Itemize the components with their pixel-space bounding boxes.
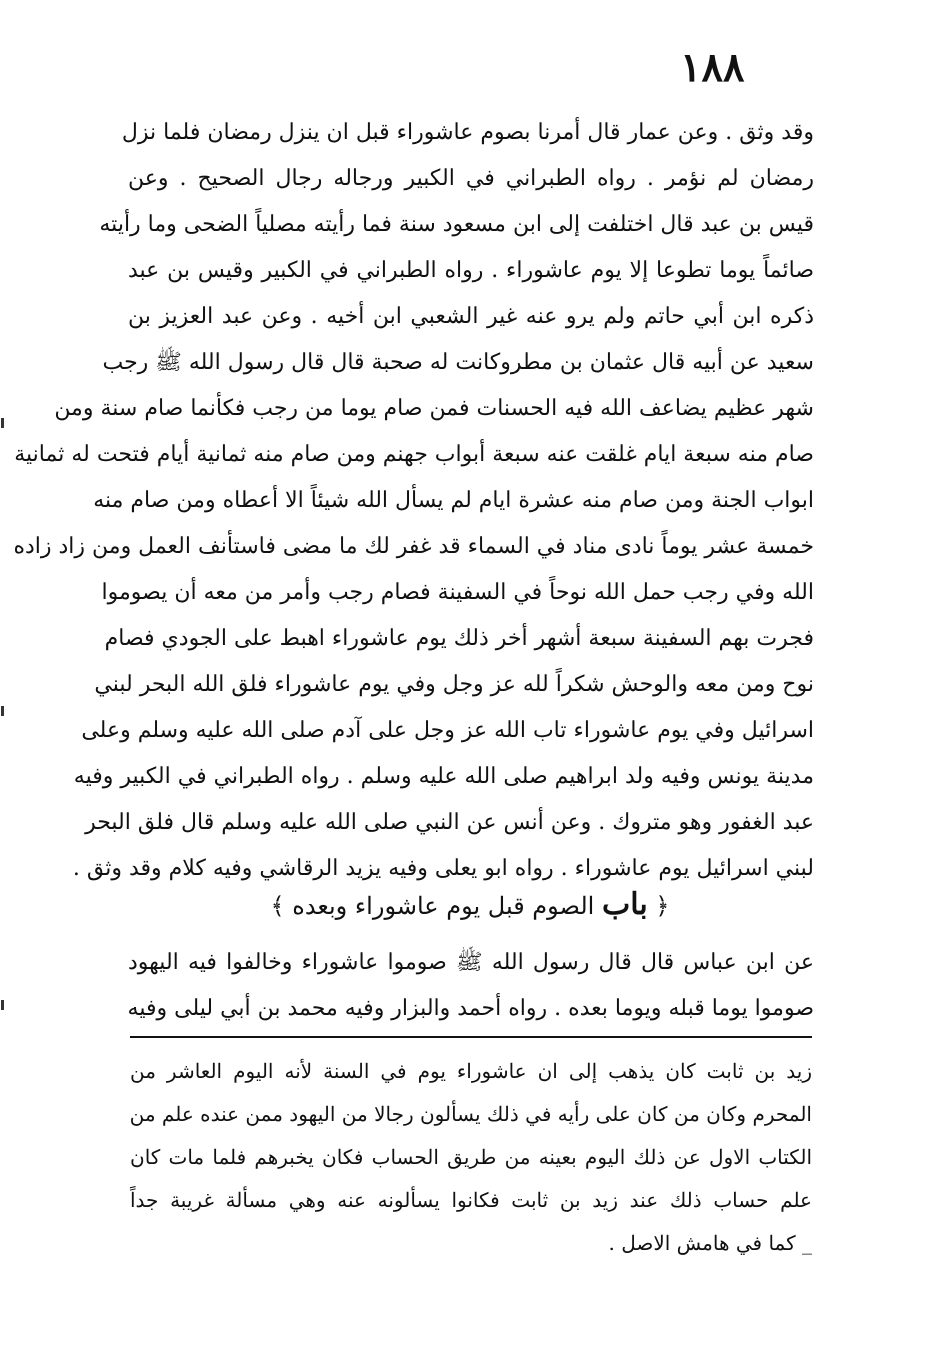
text-line: شهر عظيم يضاعف الله فيه الحسنات فمن صام يوما من رجب فكأنما صام سنة ومن (54, 396, 814, 421)
scan-margin-mark (1, 418, 4, 428)
chapter-title: الصوم قبل يوم عاشوراء وبعده (292, 892, 595, 920)
text-line: ابواب الجنة ومن صام منه عشرة ايام لم يسأل الله شيئاً الا أعطاه ومن صام منه (93, 488, 814, 513)
text-line: وقد وثق . وعن عمار قال أمرنا بصوم عاشوراء قبل ان ينزل رمضان فلما نزل (121, 120, 814, 145)
heading-close-bracket: ﴾ (270, 892, 285, 920)
footnote-line: زيد بن ثابت كان يذهب إلى ان عاشوراء يوم في السنة لأنه اليوم العاشر من (130, 1059, 812, 1083)
scan-margin-mark (1, 706, 4, 716)
text-line: عن ابن عباس قال قال رسول الله ﷺ صوموا عاشوراء وخالفوا فيه اليهود (128, 950, 814, 975)
scan-margin-mark (1, 1000, 4, 1010)
text-line: قيس بن عبد قال اختلفت إلى ابن مسعود سنة فما رأيته مصلياً الضحى وما رأيته (99, 212, 814, 237)
footnote-line: المحرم وكان من كان على رأيه في ذلك يسألون رجالا من اليهود ممن عنده علم من (129, 1102, 812, 1126)
text-line: عبد الغفور وهو متروك . وعن أنس عن النبي صلى الله عليه وسلم قال فلق البحر (85, 810, 814, 835)
footnote-line: علم حساب ذلك عند زيد بن ثابت فكانوا يسألونه عنه وهي مسألة غريبة جداً (130, 1188, 812, 1212)
chapter-label: باب (602, 887, 648, 922)
footnote-block (130, 1050, 812, 1265)
text-line: صوموا يوما قبله ويوما بعده . رواه أحمد والبزار وفيه محمد بن أبي ليلى وفيه (127, 996, 814, 1021)
text-line: نوح ومن معه والوحش شكراً لله عز وجل وفي يوم عاشوراء فلق الله البحر لبني (94, 672, 814, 697)
chapter-text-block (128, 940, 814, 1032)
footnote-divider (130, 1036, 812, 1038)
main-text-block (13, 110, 814, 892)
footnote-line: _ كما في هامش الاصل . (608, 1231, 812, 1255)
text-line: صام منه سبعة ايام غلقت عنه سبعة أبواب جهنم ومن صام منه ثمانية أيام فتحت له ثمانية (14, 442, 814, 467)
text-line: اسرائيل وفي يوم عاشوراء تاب الله عز وجل على آدم صلى الله عليه وسلم وعلى (81, 718, 814, 743)
text-line: ذكره ابن أبي حاتم ولم يرو عنه غير الشعبي ابن أخيه . وعن عبد العزيز بن (128, 304, 814, 329)
page-number: ١٨٨ (680, 44, 745, 91)
text-line: رمضان لم نؤمر . رواه الطبراني في الكبير ورجاله رجال الصحيح . وعن (128, 166, 814, 191)
text-line: الله وفي رجب حمل الله نوحاً في السفينة فصام رجب وأمر من معه أن يصوموا (101, 580, 814, 605)
footnote-line: الكتاب الاول عن ذلك اليوم بعينه من طريق الحساب فكان يخبرهم فلما مات كان (130, 1145, 812, 1169)
text-line: فجرت بهم السفينة سبعة أشهر أخر ذلك يوم عاشوراء اهبط على الجودي فصام (104, 626, 814, 651)
chapter-heading (240, 880, 700, 930)
text-line: خمسة عشر يوماً نادى مناد في السماء قد غفر لك ما مضى فاستأنف العمل ومن زاد زاده (13, 534, 814, 559)
text-line: صائماً يوما تطوعا إلا يوم عاشوراء . رواه الطبراني في الكبير وقيس بن عبد (128, 258, 814, 283)
text-line: سعيد عن أبيه قال عثمان بن مطروكانت له صحبة قال قال رسول الله ﷺ رجب (102, 350, 814, 375)
heading-open-bracket: ﴿ (655, 892, 670, 920)
text-line: لبني اسرائيل يوم عاشوراء . رواه ابو يعلى وفيه يزيد الرقاشي وفيه كلام وقد وثق . (72, 856, 814, 881)
text-line: مدينة يونس وفيه ولد ابراهيم صلى الله عليه وسلم . رواه الطبراني في الكبير وفيه (73, 764, 814, 789)
